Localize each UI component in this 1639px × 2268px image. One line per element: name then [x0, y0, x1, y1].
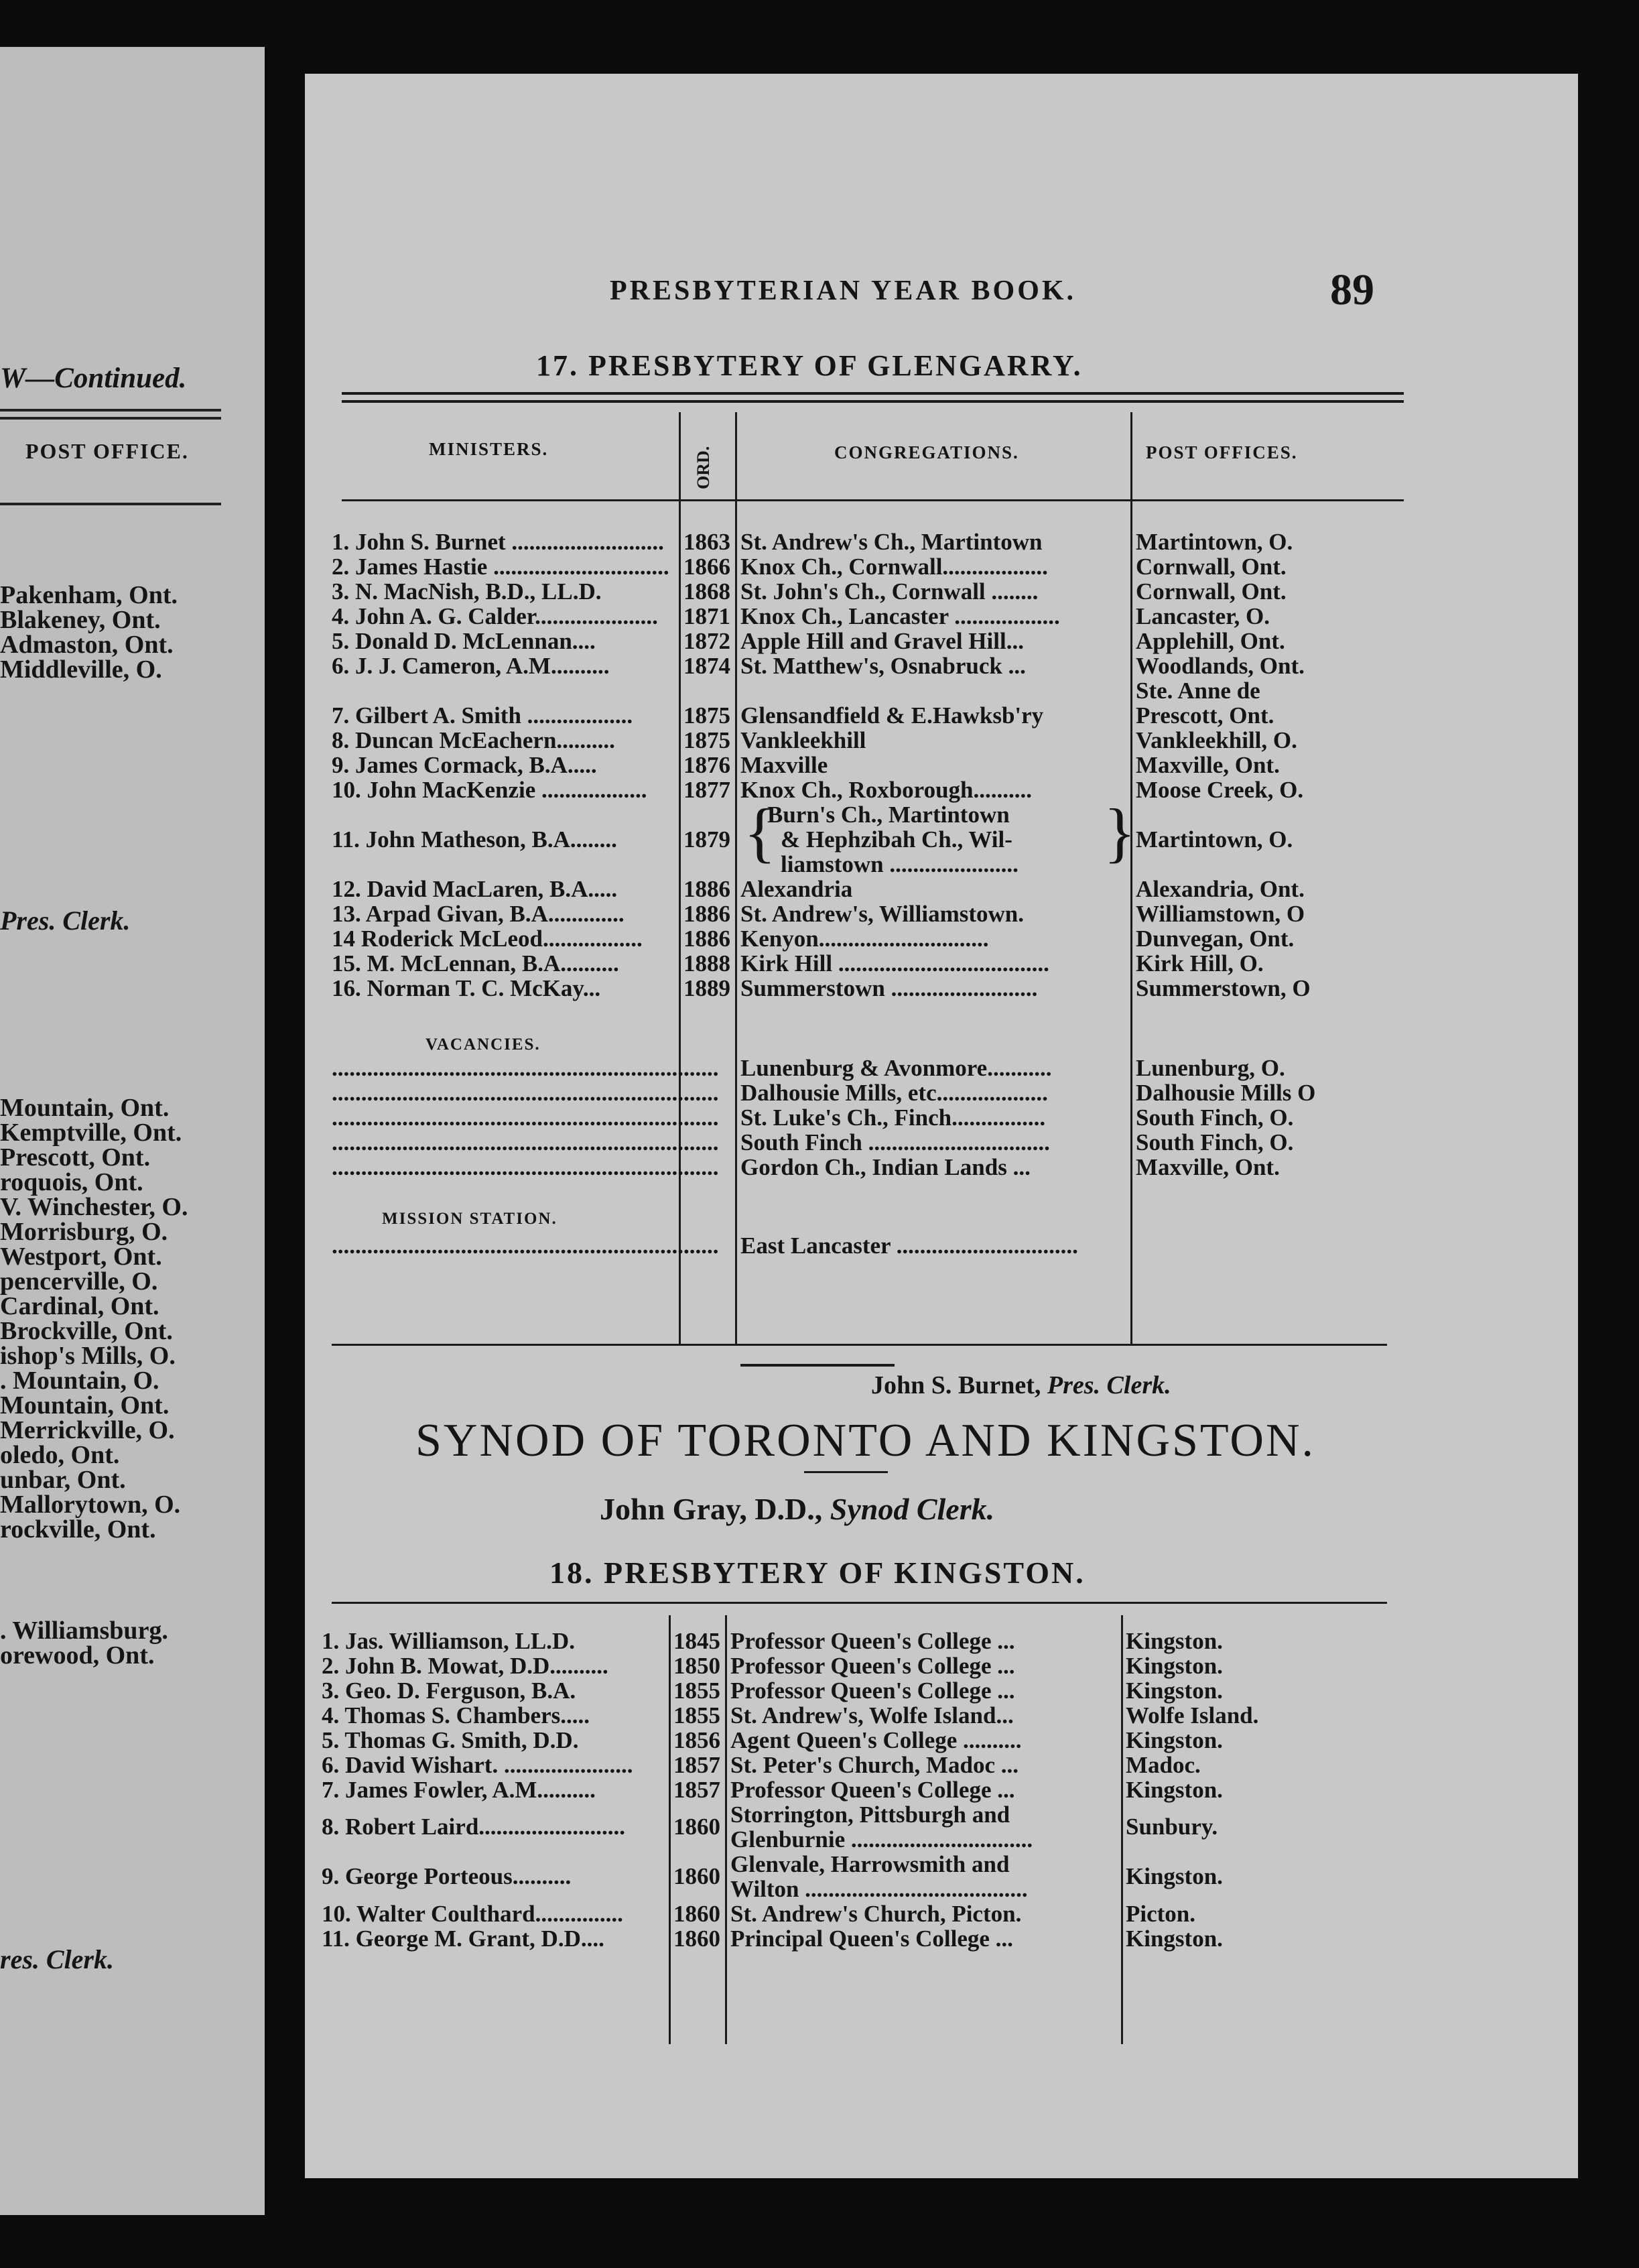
- vacancy-row: [305, 1105, 1578, 1131]
- vacancy-year-dots: ......: [683, 1055, 719, 1081]
- minister-name: 14 Roderick McLeod.................: [332, 926, 643, 952]
- post-office: Woodlands, Ont.: [1136, 653, 1305, 679]
- minister-name: 3. Geo. D. Ferguson, B.A.: [322, 1678, 576, 1704]
- vacancy-row: [305, 1056, 1578, 1081]
- table-row: [305, 604, 1578, 629]
- glengarry-clerk: [871, 1371, 1171, 1400]
- left-post-office: . Mountain, O.: [0, 1367, 159, 1395]
- congregation: Vankleekhill: [740, 728, 866, 753]
- table-row: [305, 529, 1578, 555]
- table-row: [305, 1753, 1578, 1778]
- table-row: [305, 1728, 1578, 1753]
- congregation-line: Wilton ......................................: [730, 1876, 1028, 1902]
- congregation-line: liamstown ......................: [781, 851, 1019, 877]
- ordination-year: 1886: [683, 876, 730, 902]
- ordination-year: 1855: [673, 1702, 720, 1728]
- col-head-ord: ORD.: [694, 446, 713, 489]
- minister-name: 12. David MacLaren, B.A.....: [332, 877, 618, 902]
- left-page-header: W—Continued.: [0, 363, 187, 394]
- vacancy-congregation: St. Luke's Ch., Finch................: [740, 1105, 1046, 1131]
- ordination-year: 1845: [673, 1628, 720, 1654]
- ordination-year: 1860: [673, 1926, 720, 1952]
- minister-name: 9. James Cormack, B.A.....: [332, 753, 597, 778]
- congregation: Professor Queen's College ...: [730, 1653, 1015, 1679]
- congregation: St. Andrew's, Wolfe Island...: [730, 1703, 1014, 1728]
- divider: [0, 503, 221, 505]
- mission-label: MISSION STATION.: [382, 1210, 558, 1228]
- congregation: St. Andrew's, Williamstown.: [740, 901, 1025, 927]
- table-row: [305, 1901, 1578, 1927]
- col-head-post-offices: POST OFFICES.: [1146, 442, 1298, 462]
- post-office: Maxville, Ont.: [1136, 752, 1280, 778]
- congregation-line: Burn's Ch., Martintown: [767, 802, 1010, 828]
- minister-name: 8. Robert Laird.........................: [322, 1814, 626, 1840]
- post-office: Kingston.: [1126, 1653, 1223, 1679]
- post-office: Williamstown, O: [1136, 901, 1305, 927]
- divider: [342, 499, 1404, 501]
- left-post-office: Mountain, Ont.: [0, 1391, 170, 1420]
- minister-name: 15. M. McLennan, B.A..........: [332, 951, 619, 976]
- post-office: Moose Creek, O.: [1136, 777, 1304, 803]
- book-page: [305, 74, 1578, 2178]
- post-office: Kingston.: [1126, 1926, 1223, 1952]
- divider: [342, 392, 1404, 395]
- table-row: [305, 777, 1578, 803]
- congregation: Principal Queen's College ...: [730, 1926, 1013, 1952]
- divider: [804, 1471, 888, 1473]
- post-office: Kingston.: [1126, 1863, 1223, 1889]
- divider: [0, 417, 221, 420]
- vacancy-row: [305, 1155, 1578, 1180]
- ordination-year: 1877: [683, 777, 730, 803]
- ordination-year: 1889: [683, 975, 730, 1001]
- divider: [740, 1364, 895, 1367]
- vacancy-year-dots: ......: [683, 1129, 719, 1155]
- vacancy-dots: .............................................................: [332, 1130, 690, 1155]
- table-row: [305, 579, 1578, 605]
- congregation: Kirk Hill ....................................: [740, 951, 1049, 976]
- vacancy-dots: .............................................................: [332, 1233, 690, 1259]
- vacancy-dots: .............................................................: [332, 1056, 690, 1081]
- left-post-office: Prescott, Ont.: [0, 1143, 151, 1172]
- minister-name: 5. Donald D. McLennan....: [332, 629, 596, 654]
- post-office: Cornwall, Ont.: [1136, 554, 1287, 580]
- ordination-year: 1871: [683, 603, 730, 629]
- ordination-year: 1886: [683, 926, 730, 952]
- congregation: Professor Queen's College ...: [730, 1777, 1015, 1803]
- ordination-year: 1888: [683, 950, 730, 976]
- congregation-line: Storrington, Pittsburgh and: [730, 1802, 1010, 1828]
- vacancy-congregation: Lunenburg & Avonmore...........: [740, 1056, 1052, 1081]
- page-number: 89: [1330, 265, 1374, 314]
- left-post-office: rockville, Ont.: [0, 1515, 156, 1544]
- ordination-year: 1860: [673, 1901, 720, 1927]
- post-office: Picton.: [1126, 1901, 1196, 1927]
- table-row: [305, 1678, 1578, 1704]
- synod-clerk-name: John Gray, D.D.,: [600, 1492, 823, 1526]
- left-pres-clerk: res. Clerk.: [0, 1944, 114, 1974]
- left-post-office: Admaston, Ont.: [0, 631, 174, 659]
- ordination-year: 1886: [683, 901, 730, 927]
- congregation: St. Andrew's Church, Picton.: [730, 1901, 1022, 1927]
- left-pres-clerk: Pres. Clerk.: [0, 905, 131, 936]
- minister-name: 16. Norman T. C. McKay...: [332, 976, 601, 1001]
- congregation: St. Matthew's, Osnabruck ...: [740, 653, 1026, 679]
- vacancy-post-office: South Finch, O.: [1136, 1129, 1294, 1155]
- table-row: [305, 653, 1578, 679]
- ordination-year: 1857: [673, 1752, 720, 1778]
- minister-name: 1. Jas. Williamson, LL.D.: [322, 1629, 575, 1654]
- post-office: Kingston.: [1126, 1678, 1223, 1704]
- table-row: [305, 1653, 1578, 1679]
- minister-name: 6. J. J. Cameron, A.M..........: [332, 653, 610, 679]
- left-post-office: Westport, Ont.: [0, 1243, 162, 1271]
- clerk-name: John S. Burnet,: [871, 1371, 1041, 1399]
- running-head: PRESBYTERIAN YEAR BOOK.: [610, 275, 1077, 306]
- ordination-year: 1866: [683, 554, 730, 580]
- minister-name: 11. George M. Grant, D.D....: [322, 1926, 604, 1952]
- left-post-office: Middleville, O.: [0, 655, 162, 684]
- post-office: Summerstown, O: [1136, 975, 1311, 1001]
- post-office: Vankleekhill, O.: [1136, 727, 1297, 753]
- congregation: Knox Ch., Lancaster ..................: [740, 604, 1060, 629]
- table-row: [305, 753, 1578, 778]
- table-row: [305, 951, 1578, 976]
- table-row-continuation: [305, 678, 1578, 704]
- post-office: Kingston.: [1126, 1727, 1223, 1753]
- post-office: Martintown, O.: [1136, 826, 1293, 853]
- post-office: Alexandria, Ont.: [1136, 876, 1305, 902]
- table-row: [305, 1703, 1578, 1728]
- divider: [342, 400, 1404, 403]
- congregation: St. Andrew's Ch., Martintown: [740, 529, 1043, 555]
- post-office: Prescott, Ont.: [1136, 702, 1274, 729]
- left-facing-page: [0, 47, 265, 2215]
- left-post-office: Blakeney, Ont.: [0, 606, 161, 634]
- congregation: Professor Queen's College ...: [730, 1678, 1015, 1704]
- left-post-office: ishop's Mills, O.: [0, 1342, 176, 1370]
- left-post-office: Mountain, Ont.: [0, 1094, 170, 1122]
- left-post-office: Brockville, Ont.: [0, 1317, 173, 1345]
- minister-name: 10. John MacKenzie ..................: [332, 777, 647, 803]
- congregation: Alexandria: [740, 877, 853, 902]
- congregation-line: & Hephzibah Ch., Wil-: [781, 826, 1012, 853]
- post-office: Dunvegan, Ont.: [1136, 926, 1295, 952]
- vacancy-post-office: Maxville, Ont.: [1136, 1154, 1280, 1180]
- congregation: St. Peter's Church, Madoc ...: [730, 1753, 1019, 1778]
- minister-name: 11. John Matheson, B.A........: [332, 827, 617, 853]
- brace-right: }: [1104, 795, 1136, 869]
- vacancy-dots: .............................................................: [332, 1080, 690, 1106]
- ordination-year: 1863: [683, 529, 730, 555]
- table-row: [305, 1777, 1578, 1803]
- vacancy-dots: .............................................................: [332, 1105, 690, 1131]
- glengarry-title: 17. PRESBYTERY OF GLENGARRY.: [536, 349, 1083, 382]
- left-post-office: Morrisburg, O.: [0, 1218, 168, 1246]
- minister-name: 6. David Wishart. ......................: [322, 1753, 633, 1778]
- divider: [0, 409, 221, 412]
- post-office: Lancaster, O.: [1136, 603, 1270, 629]
- congregation: Knox Ch., Cornwall..................: [740, 554, 1048, 580]
- post-office: Wolfe Island.: [1126, 1702, 1259, 1728]
- ordination-year: 1860: [673, 1814, 720, 1840]
- ordination-year: 1857: [673, 1777, 720, 1803]
- minister-name: 7. Gilbert A. Smith ..................: [332, 703, 633, 729]
- col-head-congregations: CONGREGATIONS.: [834, 442, 1019, 462]
- minister-name: 4. John A. G. Calder.....................: [332, 604, 658, 629]
- table-row: [305, 629, 1578, 654]
- divider: [332, 1602, 1387, 1604]
- vacancy-row: [305, 1130, 1578, 1155]
- minister-name: 3. N. MacNish, B.D., LL.D.: [332, 579, 602, 605]
- mission-row: [305, 1233, 1578, 1259]
- congregation: Knox Ch., Roxborough..........: [740, 777, 1033, 803]
- ordination-year: 1874: [683, 653, 730, 679]
- ordination-year: 1868: [683, 578, 730, 605]
- congregation: Kenyon.............................: [740, 926, 989, 952]
- minister-name: 10. Walter Coulthard...............: [322, 1901, 623, 1927]
- left-post-office: Mallorytown, O.: [0, 1491, 181, 1519]
- table-row: [305, 926, 1578, 952]
- vacancy-congregation: Dalhousie Mills, etc...................: [740, 1080, 1048, 1106]
- table-row: [305, 901, 1578, 927]
- vacancy-post-office: Lunenburg, O.: [1136, 1055, 1285, 1081]
- ordination-year: 1875: [683, 727, 730, 753]
- table-row: [305, 703, 1578, 729]
- vacancy-row: [305, 1080, 1578, 1106]
- ordination-year: 1856: [673, 1727, 720, 1753]
- left-post-office: V. Winchester, O.: [0, 1193, 188, 1221]
- congregation: Apple Hill and Gravel Hill...: [740, 629, 1024, 654]
- vacancy-post-office: Dalhousie Mills O: [1136, 1080, 1316, 1106]
- ordination-year: 1879: [683, 826, 730, 853]
- kingston-title: 18. PRESBYTERY OF KINGSTON.: [549, 1556, 1086, 1590]
- left-post-office: pencerville, O.: [0, 1267, 158, 1296]
- synod-clerk-role: Synod Clerk.: [830, 1492, 995, 1526]
- vacancy-congregation: Gordon Ch., Indian Lands ...: [740, 1155, 1031, 1180]
- table-row: [305, 877, 1578, 902]
- minister-name: 13. Arpad Givan, B.A.............: [332, 901, 625, 927]
- vacancy-post-office: South Finch, O.: [1136, 1105, 1294, 1131]
- vacancy-year-dots: ......: [683, 1105, 719, 1131]
- minister-name: 2. James Hastie ..............................: [332, 554, 669, 580]
- congregation: Agent Queen's College ..........: [730, 1728, 1022, 1753]
- vacancy-year-dots: ......: [683, 1154, 719, 1180]
- left-post-office: unbar, Ont.: [0, 1466, 126, 1494]
- ordination-year: 1876: [683, 752, 730, 778]
- ordination-year: 1872: [683, 628, 730, 654]
- vacancy-year-dots: ......: [683, 1233, 719, 1259]
- congregation: Maxville: [740, 753, 828, 778]
- left-post-office: Merrickville, O.: [0, 1416, 175, 1444]
- minister-name: 1. John S. Burnet ..........................: [332, 529, 664, 555]
- table-row: [305, 1926, 1578, 1952]
- minister-name: 5. Thomas G. Smith, D.D.: [322, 1728, 579, 1753]
- ordination-year: 1860: [673, 1863, 720, 1889]
- left-post-office: Cardinal, Ont.: [0, 1292, 159, 1320]
- col-head-ministers: MINISTERS.: [429, 439, 549, 459]
- congregation: Glensandfield & E.Hawksb'ry: [740, 703, 1044, 729]
- left-post-office: orewood, Ont.: [0, 1641, 155, 1670]
- minister-name: 7. James Fowler, A.M..........: [322, 1777, 596, 1803]
- synod-title: SYNOD OF TORONTO AND KINGSTON.: [415, 1415, 1316, 1466]
- left-column-head: POST OFFICE.: [25, 439, 189, 463]
- post-office: Kirk Hill, O.: [1136, 950, 1264, 976]
- congregation-line: Glenburnie ...............................: [730, 1826, 1033, 1852]
- left-post-office: Kemptville, Ont.: [0, 1119, 182, 1147]
- synod-clerk: [600, 1491, 994, 1527]
- mission-congregation: East Lancaster ...............................: [740, 1233, 1078, 1259]
- table-row: [305, 554, 1578, 580]
- vacancy-dots: .............................................................: [332, 1155, 690, 1180]
- congregation: Professor Queen's College ...: [730, 1629, 1015, 1654]
- brace-left: {: [744, 795, 776, 869]
- post-office-line: Ste. Anne de: [1136, 678, 1260, 704]
- post-office: Sunbury.: [1126, 1814, 1218, 1840]
- congregation: Summerstown .........................: [740, 976, 1038, 1001]
- ordination-year: 1875: [683, 702, 730, 729]
- table-row: [305, 976, 1578, 1001]
- post-office: Martintown, O.: [1136, 529, 1293, 555]
- post-office: Madoc.: [1126, 1752, 1201, 1778]
- left-post-office: Pakenham, Ont.: [0, 581, 178, 609]
- ordination-year: 1850: [673, 1653, 720, 1679]
- ordination-year: 1855: [673, 1678, 720, 1704]
- left-post-office: oledo, Ont.: [0, 1441, 120, 1469]
- minister-name: 2. John B. Mowat, D.D..........: [322, 1653, 608, 1679]
- post-office: Cornwall, Ont.: [1136, 578, 1287, 605]
- congregation-line: Glenvale, Harrowsmith and: [730, 1851, 1010, 1877]
- left-post-office: . Williamsburg.: [0, 1617, 168, 1645]
- vacancy-year-dots: ......: [683, 1080, 719, 1106]
- table-row: [305, 728, 1578, 753]
- minister-name: 4. Thomas S. Chambers.....: [322, 1703, 590, 1728]
- congregation: St. John's Ch., Cornwall ........: [740, 579, 1039, 605]
- post-office: Kingston.: [1126, 1628, 1223, 1654]
- minister-name: 9. George Porteous..........: [322, 1864, 572, 1889]
- table-row: [305, 1629, 1578, 1654]
- vacancies-label: VACANCIES.: [425, 1035, 541, 1054]
- post-office: Applehill, Ont.: [1136, 628, 1285, 654]
- post-office: Kingston.: [1126, 1777, 1223, 1803]
- clerk-role: Pres. Clerk.: [1047, 1371, 1171, 1399]
- vacancy-congregation: South Finch ...............................: [740, 1130, 1050, 1155]
- left-post-office: roquois, Ont.: [0, 1168, 143, 1196]
- divider: [332, 1344, 1387, 1346]
- minister-name: 8. Duncan McEachern..........: [332, 728, 615, 753]
